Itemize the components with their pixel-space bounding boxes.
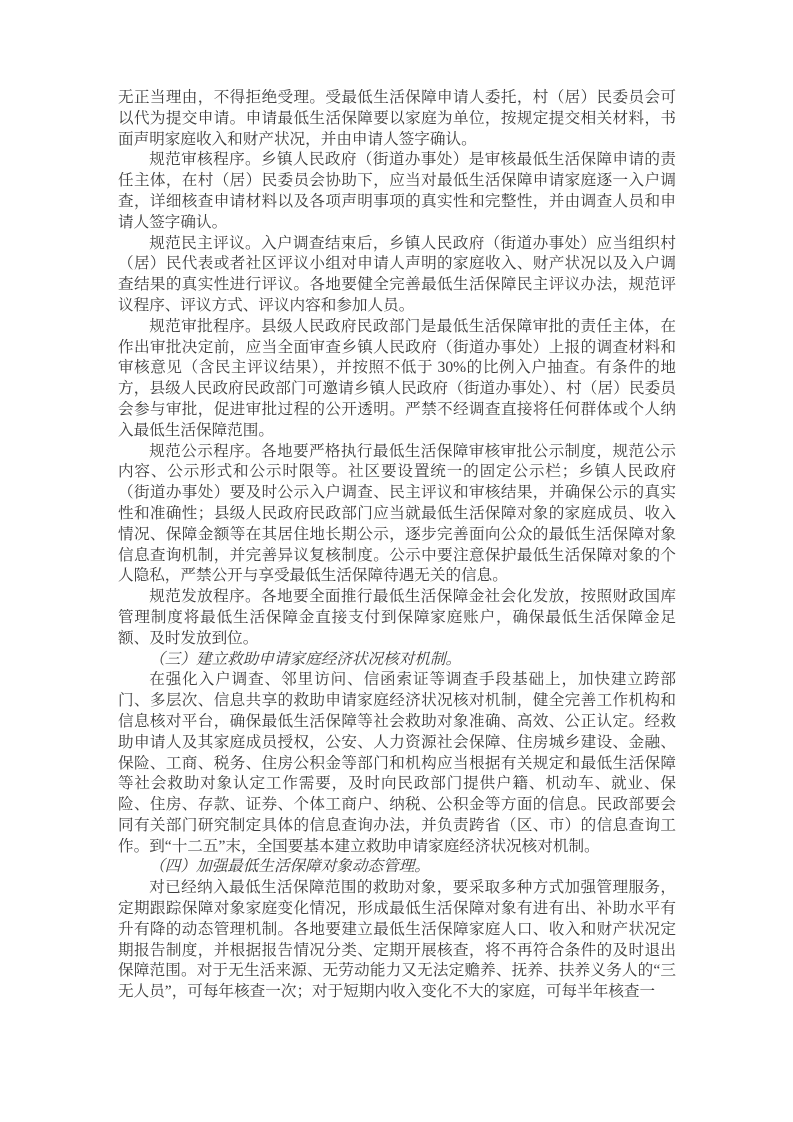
paragraph-dynamic-management: 对已经纳入最低生活保障范围的救助对象，要采取多种方式加强管理服务，定期跟踪保障对象家庭变化情况，形成最低生活保障对象有进有出、补助水平有升有降的动态管理机制。各地要建立最低生活保障家庭人口、收入和财产状况定期报告制度，并根据报告情况分类、定期开展核查，将不再符合条件的及时退出保障范围。对于无生活来源、无劳动能力又无法定赡养、抚养、扶养义务人的“三无人员”，可每年核查一次；对于短期内收入变化不大的家庭，可每半年核查一 xyxy=(118,879,676,1001)
paragraph-payment-procedure: 规范发放程序。各地要全面推行最低生活保障金社会化发放，按照财政国库管理制度将最低生活保障金直接支付到保障家庭账户，确保最低生活保障金足额、及时发放到位。 xyxy=(118,588,676,647)
section-heading-3: （三）建立救助申请家庭经济状况核对机制。 xyxy=(149,650,462,668)
paragraph-publicity-procedure: 规范公示程序。各地要严格执行最低生活保障审核审批公示制度，规范公示内容、公示形式和公示时限等。社区要设置统一的固定公示栏；乡镇人民政府（街道办事处）要及时公示入户调查、民主评议和审核结果，并确保公示的真实性和准确性；县级人民政府民政部门应当就最低生活保障对象的家庭成员、收入情况、保障金额等在其居住地长期公示，逐步完善面向公众的最低生活保障对象信息查询机制，并完善异议复核制度。公示中要注意保护最低生活保障对象的个人隐私，严禁公开与享受最低生活保障待遇无关的信息。 xyxy=(118,442,676,585)
document-body xyxy=(118,88,676,1003)
section-heading-4: （四）加强最低生活保障对象动态管理。 xyxy=(149,858,430,876)
paragraph-audit-procedure: 规范审核程序。乡镇人民政府（街道办事处）是审核最低生活保障申请的责任主体，在村（居）民委员会协助下，应当对最低生活保障申请家庭逐一入户调查，详细核查申请材料以及各项声明事项的真实性和完整性，并由调查人员和申请人签字确认。 xyxy=(118,151,676,231)
paragraph-continuation: 无正当理由，不得拒绝受理。受最低生活保障申请人委托，村（居）民委员会可以代为提交申请。申请最低生活保障要以家庭为单位，按规定提交相关材料，书面声明家庭收入和财产状况，并由申请人签字确认。 xyxy=(118,89,676,148)
paragraph-verification-mechanism: 在强化入户调查、邻里访问、信函索证等调查手段基础上，加快建立跨部门、多层次、信息共享的救助申请家庭经济状况核对机制，健全完善工作机构和信息核对平台，确保最低生活保障等社会救助对象准确、高效、公正认定。经救助申请人及其家庭成员授权，公安、人力资源社会保障、住房城乡建设、金融、保险、工商、税务、住房公积金等部门和机构应当根据有关规定和最低生活保障等社会救助对象认定工作需要，及时向民政部门提供户籍、机动车、就业、保险、住房、存款、证券、个体工商户、纳税、公积金等方面的信息。民政部要会同有关部门研究制定具体的信息查询办法，并负责跨省（区、市）的信息查询工作。到“十二五”末，全国要基本建立救助申请家庭经济状况核对机制。 xyxy=(118,671,676,855)
paragraph-democratic-review: 规范民主评议。入户调查结束后，乡镇人民政府（街道办事处）应当组织村（居）民代表或者社区评议小组对申请人声明的家庭收入、财产状况以及入户调查结果的真实性进行评议。各地要健全完善最低生活保障民主评议办法，规范评议程序、评议方式、评议内容和参加人员。 xyxy=(118,234,676,314)
paragraph-approval-procedure: 规范审批程序。县级人民政府民政部门是最低生活保障审批的责任主体，在作出审批决定前，应当全面审查乡镇人民政府（街道办事处）上报的调查材料和审核意见（含民主评议结果），并按照不低于 30%的比例入户抽查。有条件的地方，县级人民政府民政部门可邀请乡镇人民政府（街道办事处）、村（居）民委员会参与审批，促进审批过程的公开透明。严禁不经调查直接将任何群体或个人纳入最低生活保障范围。 xyxy=(118,317,676,439)
